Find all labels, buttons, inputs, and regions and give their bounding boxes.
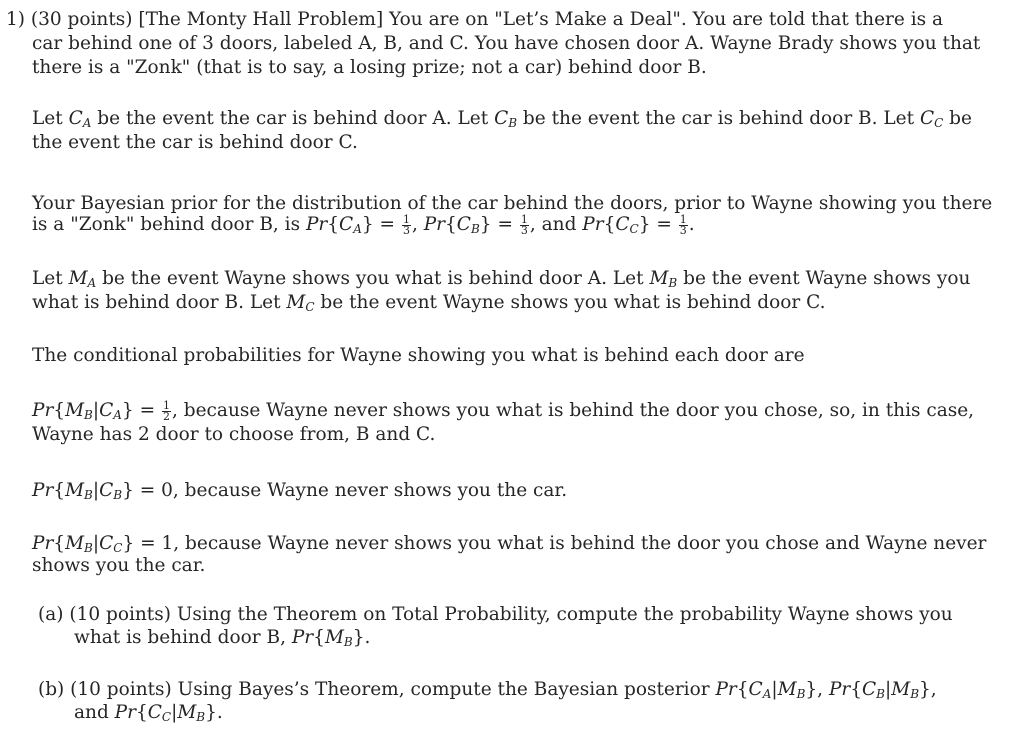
problem-statement-line-3: there is a "Zonk" (that is to say, a losing prize; not a car) behind door B. xyxy=(32,57,707,78)
conditional-mb-cc-line-1: $Pr\{M_B|C_C\} = 1$, because Wayne never shows you what is behind the door you chose and Wayne never xyxy=(32,533,987,555)
conditional-intro: The conditional probabilities for Wayne showing you what is behind each door are xyxy=(32,345,805,366)
question-a-line-1: (a) (10 points) Using the Theorem on Total Probability, compute the probability Wayne shows you xyxy=(38,604,953,625)
prior-line-1: Your Bayesian prior for the distribution of the car behind the doors, prior to Wayne showing you there xyxy=(32,193,993,214)
problem-statement-line-2: car behind one of 3 doors, labeled A, B, and C. You have chosen door A. Wayne Brady shows you that xyxy=(32,33,981,54)
event-definition-line-1: Let $C_A$ be the event the car is behind door A. Let $C_B$ be the event the car is behind door B. Let $C_C$ be xyxy=(32,108,972,130)
conditional-mb-ca-line-2: Wayne has 2 door to choose from, B and C. xyxy=(32,424,436,445)
event-definition-line-2: the event the car is behind door C. xyxy=(32,132,358,153)
problem-statement-line-1: 1) (30 points) [The Monty Hall Problem] You are on "Let’s Make a Deal". You are told that there is a xyxy=(6,9,944,30)
conditional-mb-cc-line-2: shows you the car. xyxy=(32,555,206,576)
question-a-line-2: what is behind door B, $Pr\{M_B\}$. xyxy=(74,627,371,649)
question-b-line-1: (b) (10 points) Using Bayes’s Theorem, compute the Bayesian posterior $Pr\{C_A|M_B\}$, $Pr\{C_B|M_B\}$, xyxy=(38,679,937,701)
conditional-mb-ca-line-1: $Pr\{M_B|C_A\}$ = $\frac{1}{2}$ , because Wayne never shows you what is behind the door you chose, so, in this case, xyxy=(32,398,975,423)
show-event-line-2: what is behind door B. Let $M_C$ be the event Wayne shows you what is behind door C. xyxy=(32,292,826,314)
conditional-mb-cb: $Pr\{M_B|C_B\} = 0$, because Wayne never shows you the car. xyxy=(32,480,568,502)
question-b-line-2: and $Pr\{C_C|M_B\}$. xyxy=(74,702,223,724)
show-event-line-1: Let $M_A$ be the event Wayne shows you what is behind door A. Let $M_B$ be the event Wayne shows you xyxy=(32,268,971,290)
prior-line-2: is a "Zonk" behind door B, is $Pr\{C_A\}$ = $\frac{1}{3}$ , $Pr\{C_B\}$ = $\frac{1}{3}$ , and $Pr\{C_C\}$ = $\frac{1}{3}$ . xyxy=(32,212,695,237)
